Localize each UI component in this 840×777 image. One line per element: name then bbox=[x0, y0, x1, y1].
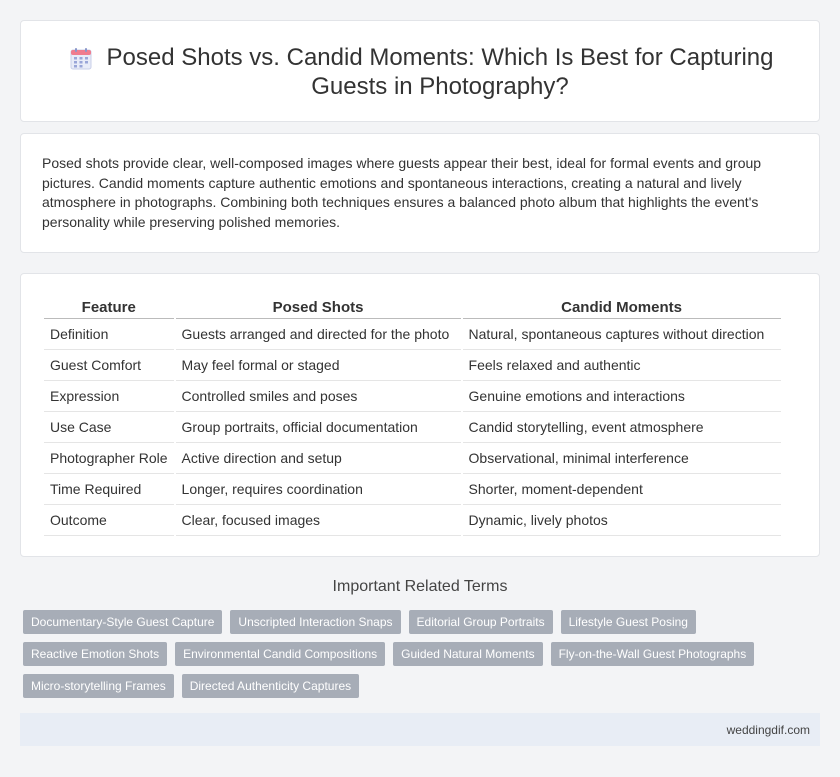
table-row bbox=[44, 381, 781, 412]
table-row bbox=[44, 319, 781, 350]
table-cell: Observational, minimal interference bbox=[463, 443, 781, 474]
comparison-table bbox=[42, 296, 783, 536]
table-cell: Use Case bbox=[44, 412, 174, 443]
table-row bbox=[44, 350, 781, 381]
table-cell: Candid storytelling, event atmosphere bbox=[463, 412, 781, 443]
table-cell: Shorter, moment-dependent bbox=[463, 474, 781, 505]
table-row bbox=[44, 474, 781, 505]
comparison-card bbox=[20, 273, 820, 557]
table-header-row bbox=[44, 296, 781, 319]
related-term-tag[interactable]: Environmental Candid Compositions bbox=[175, 642, 385, 666]
footer-site-name[interactable]: weddingdif.com bbox=[726, 723, 810, 737]
table-cell: Genuine emotions and interactions bbox=[463, 381, 781, 412]
related-terms-heading: Important Related Terms bbox=[332, 578, 508, 595]
table-cell: Dynamic, lively photos bbox=[463, 505, 781, 536]
table-cell: Group portraits, official documentation bbox=[176, 412, 461, 443]
header-posed-shots: Posed Shots bbox=[176, 296, 461, 319]
related-term-tag[interactable]: Fly-on-the-Wall Guest Photographs bbox=[551, 642, 755, 666]
related-term-tag[interactable]: Unscripted Interaction Snaps bbox=[230, 610, 400, 634]
table-cell: Guests arranged and directed for the photo bbox=[176, 319, 461, 350]
table-cell: Natural, spontaneous captures without direction bbox=[463, 319, 781, 350]
related-term-tag[interactable]: Directed Authenticity Captures bbox=[182, 674, 359, 698]
tag-row bbox=[23, 610, 823, 634]
related-term-tag[interactable]: Micro-storytelling Frames bbox=[23, 674, 174, 698]
related-term-tag[interactable]: Guided Natural Moments bbox=[393, 642, 542, 666]
table-cell: Longer, requires coordination bbox=[176, 474, 461, 505]
intro-card bbox=[20, 133, 820, 253]
header-candid-moments: Candid Moments bbox=[463, 296, 781, 319]
footer-bar bbox=[20, 713, 820, 746]
table-cell: Active direction and setup bbox=[176, 443, 461, 474]
table-cell: Clear, focused images bbox=[176, 505, 461, 536]
table-cell: Expression bbox=[44, 381, 174, 412]
table-cell: Guest Comfort bbox=[44, 350, 174, 381]
table-cell: Time Required bbox=[44, 474, 174, 505]
table-cell: Outcome bbox=[44, 505, 174, 536]
title-card bbox=[20, 20, 820, 122]
table-row bbox=[44, 412, 781, 443]
related-term-tag[interactable]: Documentary-Style Guest Capture bbox=[23, 610, 222, 634]
table-row bbox=[44, 505, 781, 536]
related-terms-list bbox=[23, 610, 823, 706]
intro-paragraph: Posed shots provide clear, well-composed images where guests appear their best, ideal for formal events and group pictures. Candid moments capture authentic emotions and spontaneous interactions, creating a natural and lively atmosphere in photographs. Combining both techniques ensures a balanced photo album that highlights the event's personality while preserving polished memories. bbox=[42, 155, 762, 230]
related-term-tag[interactable]: Reactive Emotion Shots bbox=[23, 642, 167, 666]
tag-row bbox=[23, 674, 823, 698]
table-row bbox=[44, 443, 781, 474]
table-cell: Definition bbox=[44, 319, 174, 350]
page-title: Posed Shots vs. Candid Moments: Which Is Best for Capturing Guests in Photography? bbox=[106, 44, 774, 100]
table-cell: Photographer Role bbox=[44, 443, 174, 474]
table-cell: Feels relaxed and authentic bbox=[463, 350, 781, 381]
tag-row bbox=[23, 642, 823, 666]
related-term-tag[interactable]: Lifestyle Guest Posing bbox=[561, 610, 696, 634]
table-cell: Controlled smiles and poses bbox=[176, 381, 461, 412]
header-feature: Feature bbox=[44, 296, 174, 319]
related-term-tag[interactable]: Editorial Group Portraits bbox=[409, 610, 553, 634]
table-cell: May feel formal or staged bbox=[176, 350, 461, 381]
